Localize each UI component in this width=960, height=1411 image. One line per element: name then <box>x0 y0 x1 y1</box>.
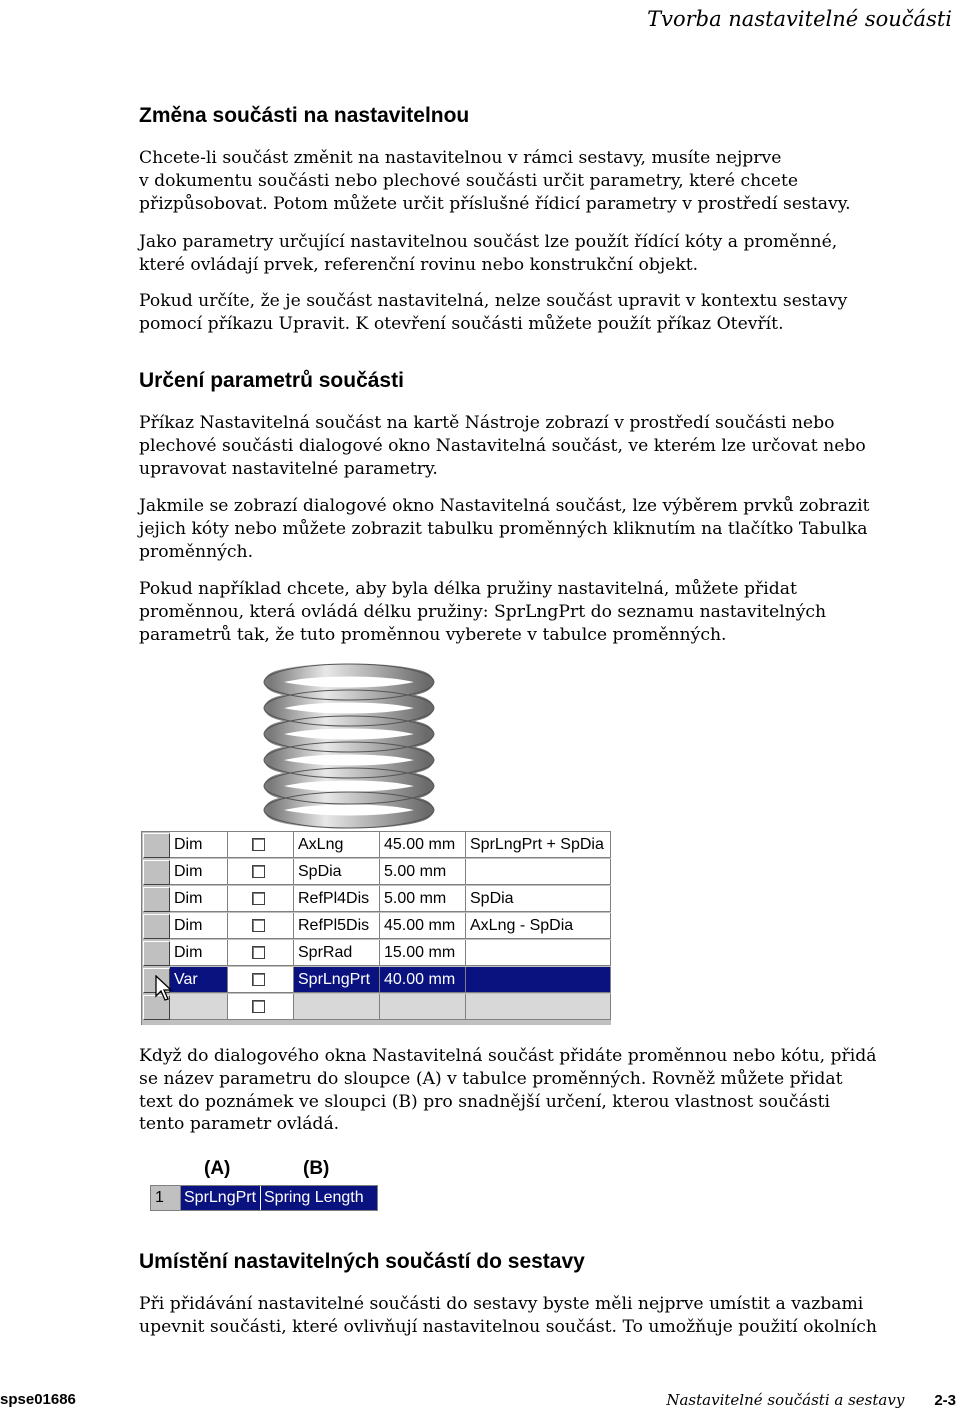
checkbox[interactable] <box>252 973 265 986</box>
text-line: přizpůsobovat. Potom můžete určit příslušné řídicí parametry v prostředí sestavy. <box>139 193 851 214</box>
variable-table <box>141 831 611 1025</box>
name-cell[interactable] <box>294 994 380 1020</box>
row-header[interactable] <box>143 833 170 858</box>
paragraph <box>139 1045 957 1136</box>
page-number: 2-3 <box>934 1392 956 1409</box>
checkbox-cell[interactable] <box>228 832 294 858</box>
table-row[interactable] <box>142 940 611 967</box>
value-cell[interactable]: 45.00 mm <box>380 913 466 939</box>
text-line: v dokumentu součásti nebo plechové součásti určit parametry, které chcete <box>139 170 799 191</box>
paragraph <box>139 1293 957 1339</box>
value-cell[interactable] <box>380 994 466 1020</box>
text-line: Pokud určíte, že je součást nastavitelná, nelze součást upravit v kontextu sestavy <box>139 291 848 311</box>
checkbox-cell[interactable] <box>228 886 294 912</box>
value-cell[interactable]: 5.00 mm <box>380 859 466 885</box>
column-label-a: (A) <box>204 1158 231 1179</box>
formula-cell[interactable] <box>466 859 611 885</box>
section-heading-parameters: Určení parametrů součásti <box>139 369 404 392</box>
paragraph <box>139 412 957 480</box>
parameter-note-cell[interactable]: Spring Length <box>261 1186 377 1210</box>
formula-cell[interactable] <box>466 940 611 966</box>
table-row[interactable] <box>142 832 611 859</box>
checkbox-cell[interactable] <box>228 940 294 966</box>
spring-illustration <box>249 660 449 835</box>
text-line: upravovat nastavitelné parametry. <box>139 458 438 479</box>
type-cell[interactable]: Dim <box>170 913 228 939</box>
text-line: upevnit součásti, které ovlivňují nastavitelnou součást. To umožňuje použití okolních <box>139 1316 877 1337</box>
checkbox[interactable] <box>252 919 265 932</box>
section-heading-change-part: Změna součásti na nastavitelnou <box>139 104 470 127</box>
text-line: Příkaz Nastavitelná součást na kartě Nástroje zobrazí v prostředí součásti nebo <box>139 413 835 433</box>
type-cell[interactable]: Var <box>170 967 228 993</box>
section-heading-placing: Umístění nastavitelných součástí do sestavy <box>139 1250 585 1273</box>
checkbox[interactable] <box>252 946 265 959</box>
value-cell[interactable]: 15.00 mm <box>380 940 466 966</box>
text-line: Při přidávání nastavitelné součásti do sestavy byste měli nejprve umístit a vazbami <box>139 1294 864 1314</box>
formula-cell[interactable] <box>466 967 611 993</box>
document-id: spse01686 <box>0 1391 76 1408</box>
formula-cell[interactable]: AxLng - SpDia <box>466 913 611 939</box>
paragraph <box>139 578 957 646</box>
row-header[interactable] <box>143 887 170 912</box>
text-line: tento parametr ovládá. <box>139 1114 340 1135</box>
type-cell[interactable]: Dim <box>170 832 228 858</box>
text-line: proměnnou, která ovládá délku pružiny: SprLngPrt do seznamu nastavitelných <box>139 601 827 622</box>
parameter-table <box>150 1185 378 1211</box>
checkbox[interactable] <box>252 1000 265 1013</box>
paragraph <box>139 147 957 215</box>
name-cell[interactable]: AxLng <box>294 832 380 858</box>
mouse-cursor-icon <box>155 975 173 1003</box>
text-line: Pokud například chcete, aby byla délka pružiny nastavitelná, můžete přidat <box>139 579 797 599</box>
name-cell[interactable]: SprRad <box>294 940 380 966</box>
paragraph <box>139 231 957 277</box>
value-cell[interactable]: 45.00 mm <box>380 832 466 858</box>
checkbox[interactable] <box>252 865 265 878</box>
checkbox[interactable] <box>252 838 265 851</box>
text-line: text do poznámek ve sloupci (B) pro snadnější určení, kterou vlastnost součásti <box>139 1091 831 1112</box>
table-row[interactable] <box>142 859 611 886</box>
text-line: se název parametru do sloupce (A) v tabulce proměnných. Rovněž můžete přidat <box>139 1068 843 1089</box>
text-line: Když do dialogového okna Nastavitelná součást přidáte proměnnou nebo kótu, přidá <box>139 1046 877 1066</box>
text-line: Jakmile se zobrazí dialogové okno Nastavitelná součást, lze výběrem prvků zobrazit <box>139 496 870 516</box>
formula-cell[interactable]: SpDia <box>466 886 611 912</box>
paragraph <box>139 290 957 336</box>
footer-title: Nastavitelné součásti a sestavy <box>666 1391 905 1409</box>
checkbox-cell[interactable] <box>228 859 294 885</box>
row-header[interactable] <box>143 860 170 885</box>
footer-right <box>666 1391 956 1409</box>
text-line: jejich kóty nebo můžete zobrazit tabulku proměnných kliknutím na tlačítko Tabulka <box>139 518 868 539</box>
checkbox[interactable] <box>252 892 265 905</box>
formula-cell[interactable]: SprLngPrt + SpDia <box>466 832 611 858</box>
table-row-selected[interactable] <box>142 967 611 994</box>
text-line: plechové součásti dialogové okno Nastavitelná součást, ve kterém lze určovat nebo <box>139 435 866 456</box>
text-line: Chcete-li součást změnit na nastavitelnou v rámci sestavy, musíte nejprve <box>139 148 782 168</box>
running-header: Tvorba nastavitelné součásti <box>647 7 952 31</box>
text-line: parametrů tak, že tuto proměnnou vyberete v tabulce proměnných. <box>139 624 727 645</box>
name-cell[interactable]: SprLngPrt <box>294 967 380 993</box>
formula-cell[interactable] <box>466 994 611 1020</box>
text-line: pomocí příkazu Upravit. K otevření součásti můžete použít příkaz Otevřít. <box>139 313 784 334</box>
value-cell[interactable]: 40.00 mm <box>380 967 466 993</box>
column-label-b: (B) <box>303 1158 330 1179</box>
type-cell[interactable]: Dim <box>170 940 228 966</box>
checkbox-cell[interactable] <box>228 913 294 939</box>
text-line: proměnných. <box>139 541 254 562</box>
checkbox-cell[interactable] <box>228 967 294 993</box>
name-cell[interactable]: SpDia <box>294 859 380 885</box>
table-row-new[interactable] <box>142 994 611 1021</box>
type-cell[interactable]: Dim <box>170 886 228 912</box>
type-cell[interactable] <box>170 994 228 1020</box>
name-cell[interactable]: RefPl5Dis <box>294 913 380 939</box>
checkbox-cell[interactable] <box>228 994 294 1020</box>
row-header[interactable] <box>143 914 170 939</box>
row-number: 1 <box>151 1186 181 1210</box>
table-row[interactable] <box>142 886 611 913</box>
value-cell[interactable]: 5.00 mm <box>380 886 466 912</box>
text-line: které ovládají prvek, referenční rovinu nebo konstrukční objekt. <box>139 254 699 275</box>
text-line: Jako parametry určující nastavitelnou součást lze použít řídící kóty a proměnné, <box>139 232 838 252</box>
row-header[interactable] <box>143 941 170 966</box>
name-cell[interactable]: RefPl4Dis <box>294 886 380 912</box>
paragraph <box>139 495 957 563</box>
parameter-name-cell[interactable]: SprLngPrt <box>181 1186 261 1210</box>
table-row[interactable] <box>142 913 611 940</box>
type-cell[interactable]: Dim <box>170 859 228 885</box>
